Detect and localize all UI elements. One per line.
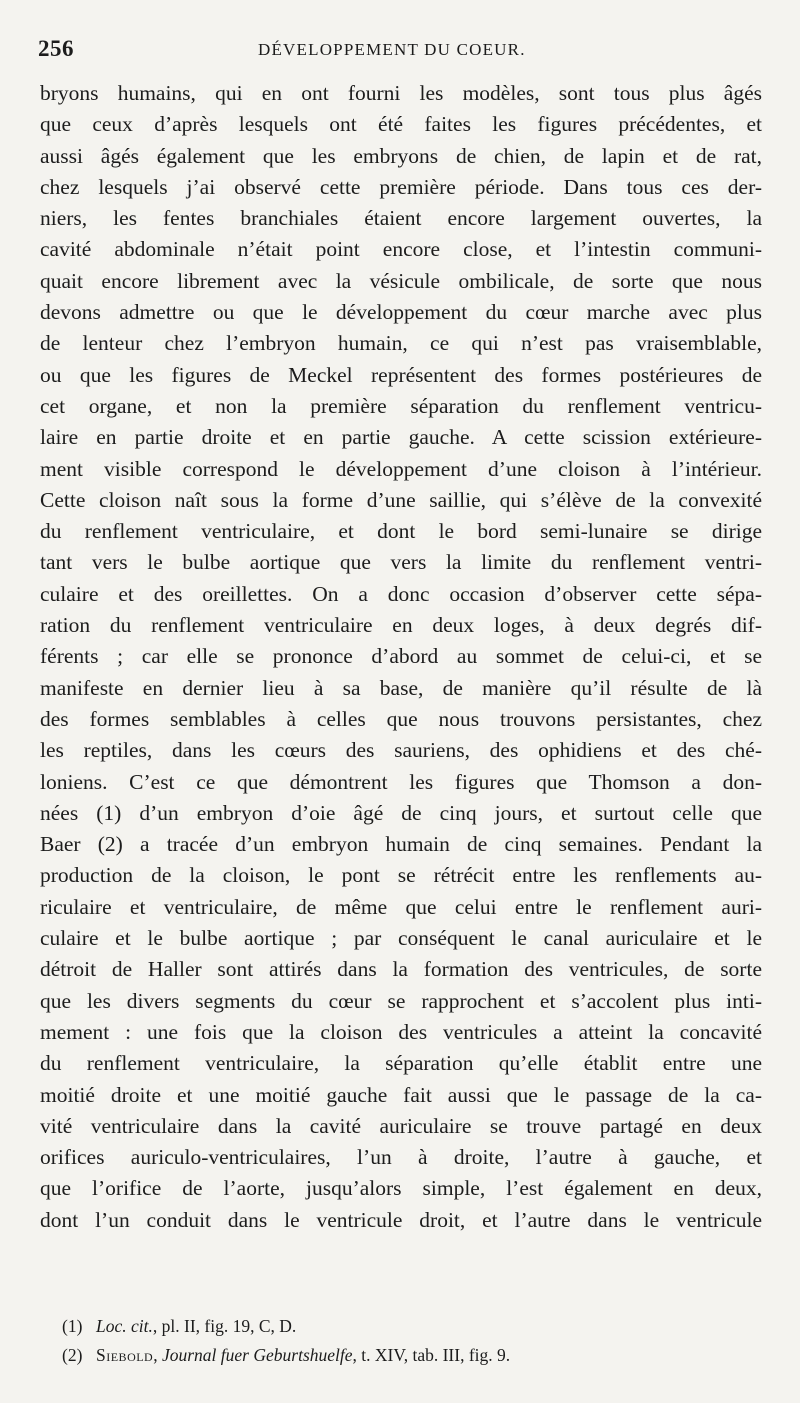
- text-line: que l’orifice de l’aorte, jusqu’alors simple, l’est également en deux,: [40, 1176, 762, 1201]
- footnotes: [62, 1312, 762, 1370]
- text-line: férents ; car elle se prononce d’abord au sommet de celui-ci, et se: [40, 644, 762, 669]
- footnote-2: [62, 1341, 762, 1370]
- text-line: cet organe, et non la première séparation du renflement ventricu-: [40, 393, 762, 418]
- text-line: ou que les figures de Meckel représentent des formes postérieures de: [40, 362, 762, 387]
- text-line: détroit de Haller sont attirés dans la formation des ventricules, de sorte: [40, 957, 762, 982]
- text-line: aussi âgés également que les embryons de chien, de lapin et de rat,: [40, 143, 762, 168]
- text-line: manifeste en dernier lieu à sa base, de manière qu’il résulte de là: [40, 675, 762, 700]
- footnote-source-title: Loc. cit.: [96, 1316, 153, 1336]
- text-line: que ceux d’après lesquels ont été faites les figures précédentes, et: [40, 112, 762, 137]
- text-line: mement : une fois que la cloison des ventricules a atteint la concavité: [40, 1019, 762, 1044]
- text-line: des formes semblables à celles que nous trouvons persistantes, chez: [40, 706, 762, 731]
- text-line: bryons humains, qui en ont fourni les modèles, sont tous plus âgés: [40, 81, 762, 105]
- text-line: quait encore librement avec la vésicule ombilicale, de sorte que nous: [40, 268, 762, 293]
- text-line: les reptiles, dans les cœurs des sauriens, des ophidiens et des ché-: [40, 738, 762, 763]
- text-line: du renflement ventriculaire, la séparation qu’elle établit entre une: [40, 1051, 762, 1076]
- text-line: culaire et le bulbe aortique ; par conséquent le canal auriculaire et le: [40, 926, 762, 951]
- text-line: vité ventriculaire dans la cavité auriculaire se trouve partagé en deux: [40, 1113, 762, 1138]
- text-line: chez lesquels j’ai observé cette première période. Dans tous ces der-: [40, 174, 762, 199]
- text-line: nées (1) d’un embryon d’oie âgé de cinq jours, et surtout celle que: [40, 800, 762, 825]
- footnote-reference: , t. XIV, tab. III, fig. 9.: [352, 1345, 511, 1365]
- text-line: riculaire et ventriculaire, de même que celui entre le renflement auri-: [40, 894, 762, 919]
- text-line: production de la cloison, le pont se rétrécit entre les renflements au-: [40, 863, 762, 888]
- footnote-author: Siebold: [96, 1345, 154, 1365]
- text-line: Cette cloison naît sous la forme d’une saillie, qui s’élève de la convexité: [40, 487, 762, 512]
- text-line: tant vers le bulbe aortique que vers la limite du renflement ventri-: [40, 550, 762, 575]
- text-line: moitié droite et une moitié gauche fait aussi que le passage de la ca-: [40, 1082, 762, 1107]
- footnote-1: [62, 1312, 762, 1341]
- body-text: [40, 78, 762, 1236]
- text-line: Baer (2) a tracée d’un embryon humain de cinq semaines. Pendant la: [40, 832, 762, 857]
- footnote-separator: ,: [153, 1345, 162, 1365]
- footnote-reference: , pl. II, fig. 19, C, D.: [152, 1316, 297, 1336]
- text-line: niers, les fentes branchiales étaient encore largement ouvertes, la: [40, 206, 762, 231]
- text-line: dont l’un conduit dans le ventricule droit, et l’autre dans le ventricule: [40, 1207, 762, 1232]
- footnote-marker: (2): [62, 1345, 83, 1365]
- text-line: ration du renflement ventriculaire en deux loges, à deux degrés dif-: [40, 613, 762, 638]
- text-line: devons admettre ou que le développement du cœur marche avec plus: [40, 300, 762, 325]
- footnote-marker: (1): [62, 1316, 83, 1336]
- page-header: [38, 36, 764, 70]
- text-line: ment visible correspond le développement d’une cloison à l’intérieur.: [40, 456, 762, 481]
- footnote-source-title: Journal fuer Geburtshuelfe: [161, 1345, 353, 1365]
- page-number: 256: [38, 36, 74, 61]
- text-line: que les divers segments du cœur se rapprochent et s’accolent plus inti-: [40, 988, 762, 1013]
- text-line: du renflement ventriculaire, et dont le bord semi-lunaire se dirige: [40, 519, 762, 544]
- text-line: de lenteur chez l’embryon humain, ce qui n’est pas vraisemblable,: [40, 331, 762, 356]
- text-line: cavité abdominale n’était point encore close, et l’intestin communi-: [40, 237, 762, 262]
- text-line: loniens. C’est ce que démontrent les figures que Thomson a don-: [40, 769, 762, 794]
- text-line: laire en partie droite et en partie gauche. A cette scission extérieure-: [40, 425, 762, 450]
- running-title: DÉVELOPPEMENT DU COEUR.: [258, 40, 526, 59]
- text-line: orifices auriculo-ventriculaires, l’un à droite, l’autre à gauche, et: [40, 1145, 762, 1170]
- text-line: culaire et des oreillettes. On a donc occasion d’observer cette sépa-: [40, 581, 762, 606]
